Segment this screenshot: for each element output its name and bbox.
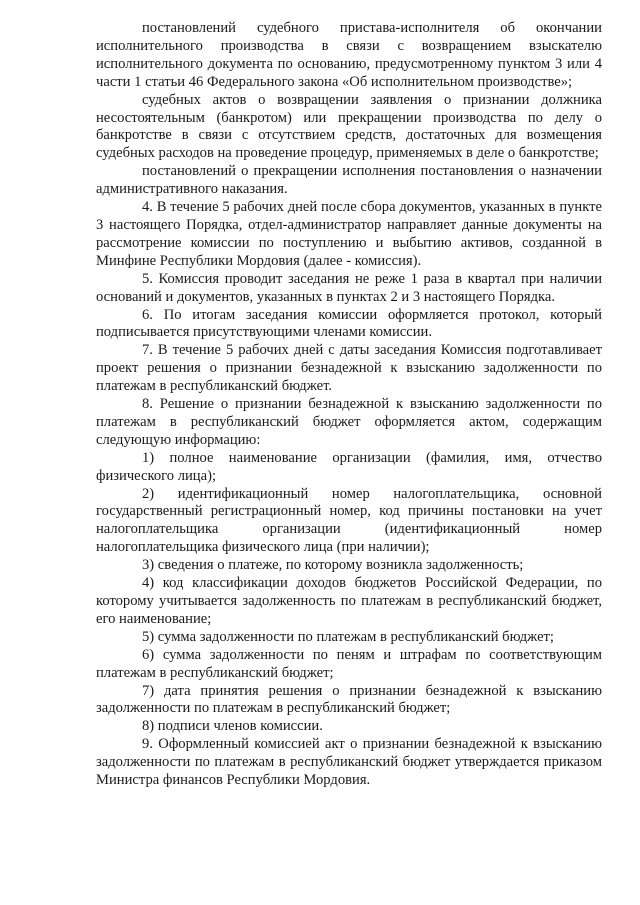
list-item-8: 8) подписи членов комиссии. <box>142 718 323 735</box>
paragraph-item-6: 6. По итогам заседания комиссии оформляется протокол, который подписывается присутствующими членами комиссии. <box>96 306 602 341</box>
paragraph-item-5: 5. Комиссия проводит заседания не реже 1 раза в квартал при наличии оснований и документов, указанных в пунктах 2 и 3 настоящего Порядка. <box>96 270 602 305</box>
document-page <box>96 20 602 790</box>
paragraph-item-9: 9. Оформленный комиссией акт о признании безнадежной к взысканию задолженности по платежам в республиканский бюджет утверждается приказом Министра финансов Республики Мордовия. <box>96 736 602 789</box>
list-item-5: 5) сумма задолженности по платежам в республиканский бюджет; <box>142 628 554 645</box>
paragraph-enforcement-decisions: постановлений судебного пристава-исполнителя об окончании исполнительного производства в связи с возвращением взыскателю исполнительного документа по основанию, предусмотренному пунктом 3 или 4 части 1 статьи 46 Федерального закона «Об исполнительном производстве»; <box>96 20 602 90</box>
list-item-1: 1) полное наименование организации (фамилия, имя, отчество физического лица); <box>96 449 602 484</box>
paragraph-item-4: 4. В течение 5 рабочих дней после сбора документов, указанных в пункте 3 настоящего Порядка, отдел-администратор направляет данные документы на рассмотрение комиссии по поступлению и выбытию активов, созданной в Минфине Республики Мордовия (далее - комиссия). <box>96 199 602 269</box>
list-item-6: 6) сумма задолженности по пеням и штрафам по соответствующим платежам в республиканский бюджет; <box>96 646 602 681</box>
paragraph-administrative-penalty: постановлений о прекращении исполнения постановления о назначении административного наказания. <box>96 163 602 198</box>
paragraph-item-8: 8. Решение о признании безнадежной к взысканию задолженности по платежам в республиканский бюджет оформляется актом, содержащим следующую информацию: <box>96 396 602 448</box>
list-item-7: 7) дата принятия решения о признании безнадежной к взысканию задолженности по платежам в республиканский бюджет; <box>96 682 602 717</box>
paragraph-item-7: 7. В течение 5 рабочих дней с даты заседания Комиссия подготавливает проект решения о признании безнадежной к взысканию задолженности по платежам в республиканский бюджет. <box>96 342 602 395</box>
list-item-2: 2) идентификационный номер налогоплательщика, основной государственный регистрационный номер, код причины постановки на учет налогоплательщика организации (идентификационный номер налогоплательщика физического лица (при наличии); <box>96 485 602 556</box>
paragraph-bankruptcy-acts: судебных актов о возвращении заявления о признании должника несостоятельным (банкротом) или прекращении производства по делу о банкротстве в связи с отсутствием средств, достаточных для возмещения судебных расходов на проведение процедур, применяемых в деле о банкротстве; <box>96 91 602 162</box>
list-item-3: 3) сведения о платеже, по которому возникла задолженность; <box>142 557 524 574</box>
list-item-4: 4) код классификации доходов бюджетов Российской Федерации, по которому учитывается задолженность по платежам в республиканский бюджет, его наименование; <box>96 575 602 627</box>
